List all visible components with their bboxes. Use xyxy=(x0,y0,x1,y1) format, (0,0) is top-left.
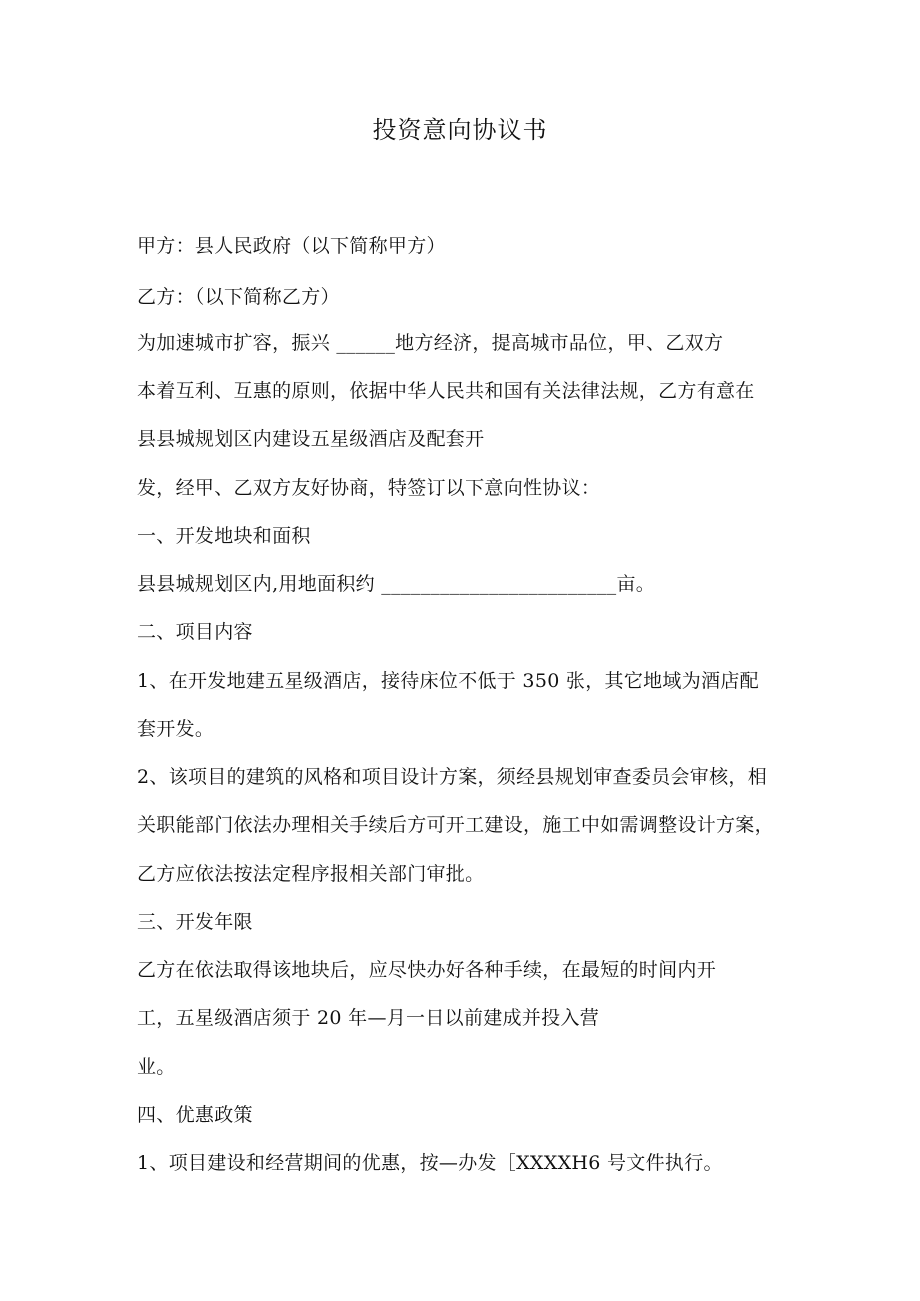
party-a-line: 甲方：县人民政府（以下简称甲方） xyxy=(137,235,446,257)
section-2-item-1-line-1: 1、在开发地建五星级酒店，接待床位不低于 350 张，其它地域为酒店配 xyxy=(137,670,759,692)
section-3-body-line-3: 业。 xyxy=(137,1056,176,1078)
section-2-heading: 二、项目内容 xyxy=(137,621,253,643)
section-2-item-1-line-2: 套开发。 xyxy=(137,718,215,740)
preamble-line-4: 发，经甲、乙双方友好协商，特签订以下意向性协议： xyxy=(137,477,601,499)
preamble-line-3: 县县城规划区内建设五星级酒店及配套开 xyxy=(137,428,485,450)
section-3-body-line-2: 工，五星级酒店须于 20 年—月一日以前建成并投入营 xyxy=(137,1007,600,1029)
section-4-item-1: 1、项目建设和经营期间的优惠，按—办发［XXXXH6 号文件执行。 xyxy=(137,1152,723,1174)
section-2-item-2-line-2: 关职能部门依法办理相关手续后方可开工建设，施工中如需调整设计方案， xyxy=(137,814,774,836)
section-1-heading: 一、开发地块和面积 xyxy=(137,525,311,547)
section-3-heading: 三、开发年限 xyxy=(137,911,253,933)
section-3-body-line-1: 乙方在依法取得该地块后，应尽快办好各种手续，在最短的时间内开 xyxy=(137,959,717,981)
party-b-line: 乙方：（以下简称乙方） xyxy=(137,286,340,308)
section-2-item-2-line-1: 2、该项目的建筑的风格和项目设计方案，须经县规划审查委员会审核，相 xyxy=(137,766,767,788)
section-1-body: 县县城规划区内,用地面积约 ________________________亩。 xyxy=(137,573,656,595)
section-2-item-2-line-3: 乙方应依法按法定程序报相关部门审批。 xyxy=(137,863,485,885)
document-title: 投资意向协议书 xyxy=(372,116,548,144)
section-4-heading: 四、优惠政策 xyxy=(137,1104,253,1126)
preamble-line-2: 本着互利、互惠的原则，依据中华人民共和国有关法律法规，乙方有意在 xyxy=(137,380,755,402)
preamble-line-1: 为加速城市扩容，振兴 ______地方经济，提高城市品位，甲、乙双方 xyxy=(137,332,724,354)
